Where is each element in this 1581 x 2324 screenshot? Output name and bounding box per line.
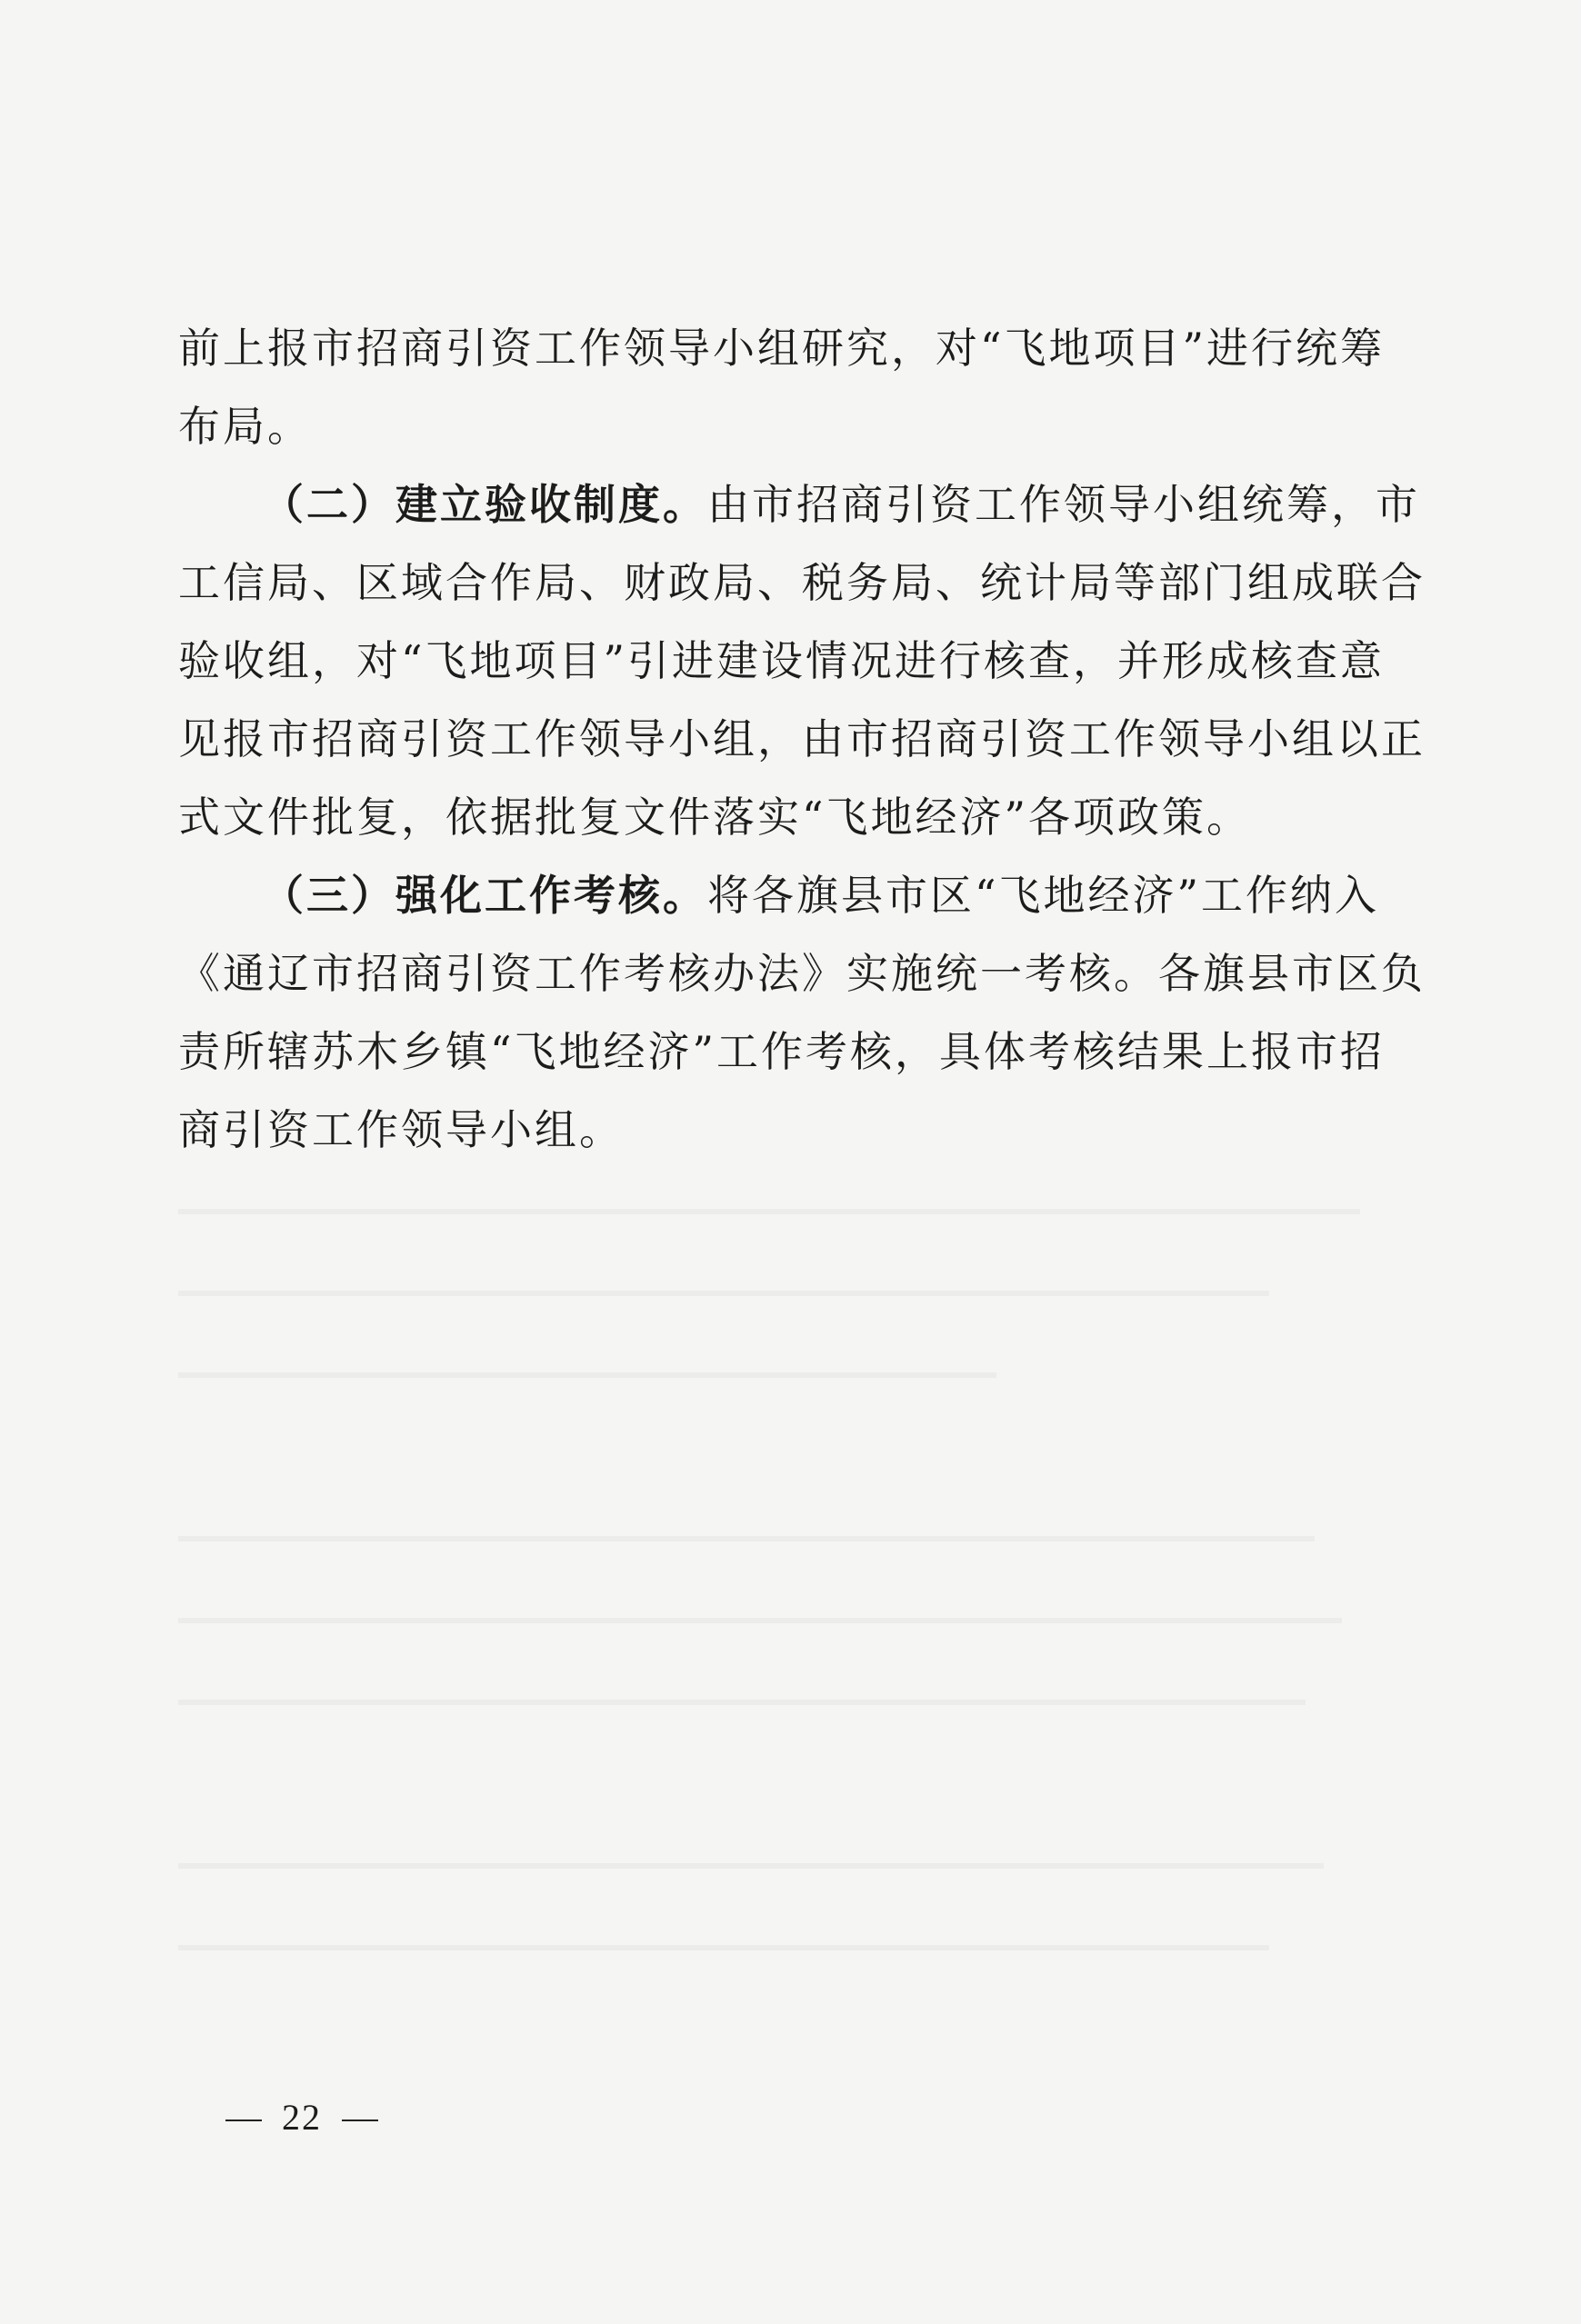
body-text: 由市招商引资工作领导小组统筹，市 (707, 480, 1420, 529)
bleed-through-mark (178, 1700, 1306, 1705)
section-heading: （二）建立验收制度。 (262, 480, 707, 529)
bleed-through-mark (178, 1863, 1324, 1869)
body-line: 式文件批复，依据批复文件落实“飞地经济”各项政策。 (178, 793, 1252, 842)
body-line: 《通辽市招商引资工作考核办法》实施统一考核。各旗县市区负 (178, 949, 1426, 998)
body-line: 验收组，对“飞地项目”引进建设情况进行核查，并形成核查意 (178, 636, 1386, 685)
body-line: 责所辖苏木乡镇“飞地经济”工作考核，具体考核结果上报市招 (178, 1027, 1386, 1076)
section-heading: （三）强化工作考核。 (262, 871, 707, 920)
page-number-dash-left (225, 2120, 262, 2121)
bleed-through-mark (178, 1372, 996, 1378)
body-line: 前上报市招商引资工作领导小组研究，对“飞地项目”进行统筹 (178, 324, 1386, 373)
body-text: 将各旗县市区“飞地经济”工作纳入 (707, 871, 1380, 920)
body-line: 布局。 (178, 402, 312, 451)
paragraph-first-line (178, 465, 1420, 544)
body-line: 工信局、区域合作局、财政局、税务局、统计局等部门组成联合 (178, 558, 1426, 607)
bleed-through-mark (178, 1291, 1269, 1296)
page-number (205, 2095, 398, 2140)
body-line: 商引资工作领导小组。 (178, 1105, 624, 1154)
page-number-dash-right (342, 2120, 378, 2121)
bleed-through-mark (178, 1618, 1342, 1623)
bleed-through-mark (178, 1209, 1360, 1214)
bleed-through-mark (178, 1536, 1315, 1541)
document-body (178, 309, 1426, 1169)
paragraph-first-line (178, 856, 1380, 934)
bleed-through-mark (178, 1945, 1269, 1950)
body-line: 见报市招商引资工作领导小组，由市招商引资工作领导小组以正 (178, 714, 1426, 763)
page-number-value: 22 (282, 2097, 322, 2138)
